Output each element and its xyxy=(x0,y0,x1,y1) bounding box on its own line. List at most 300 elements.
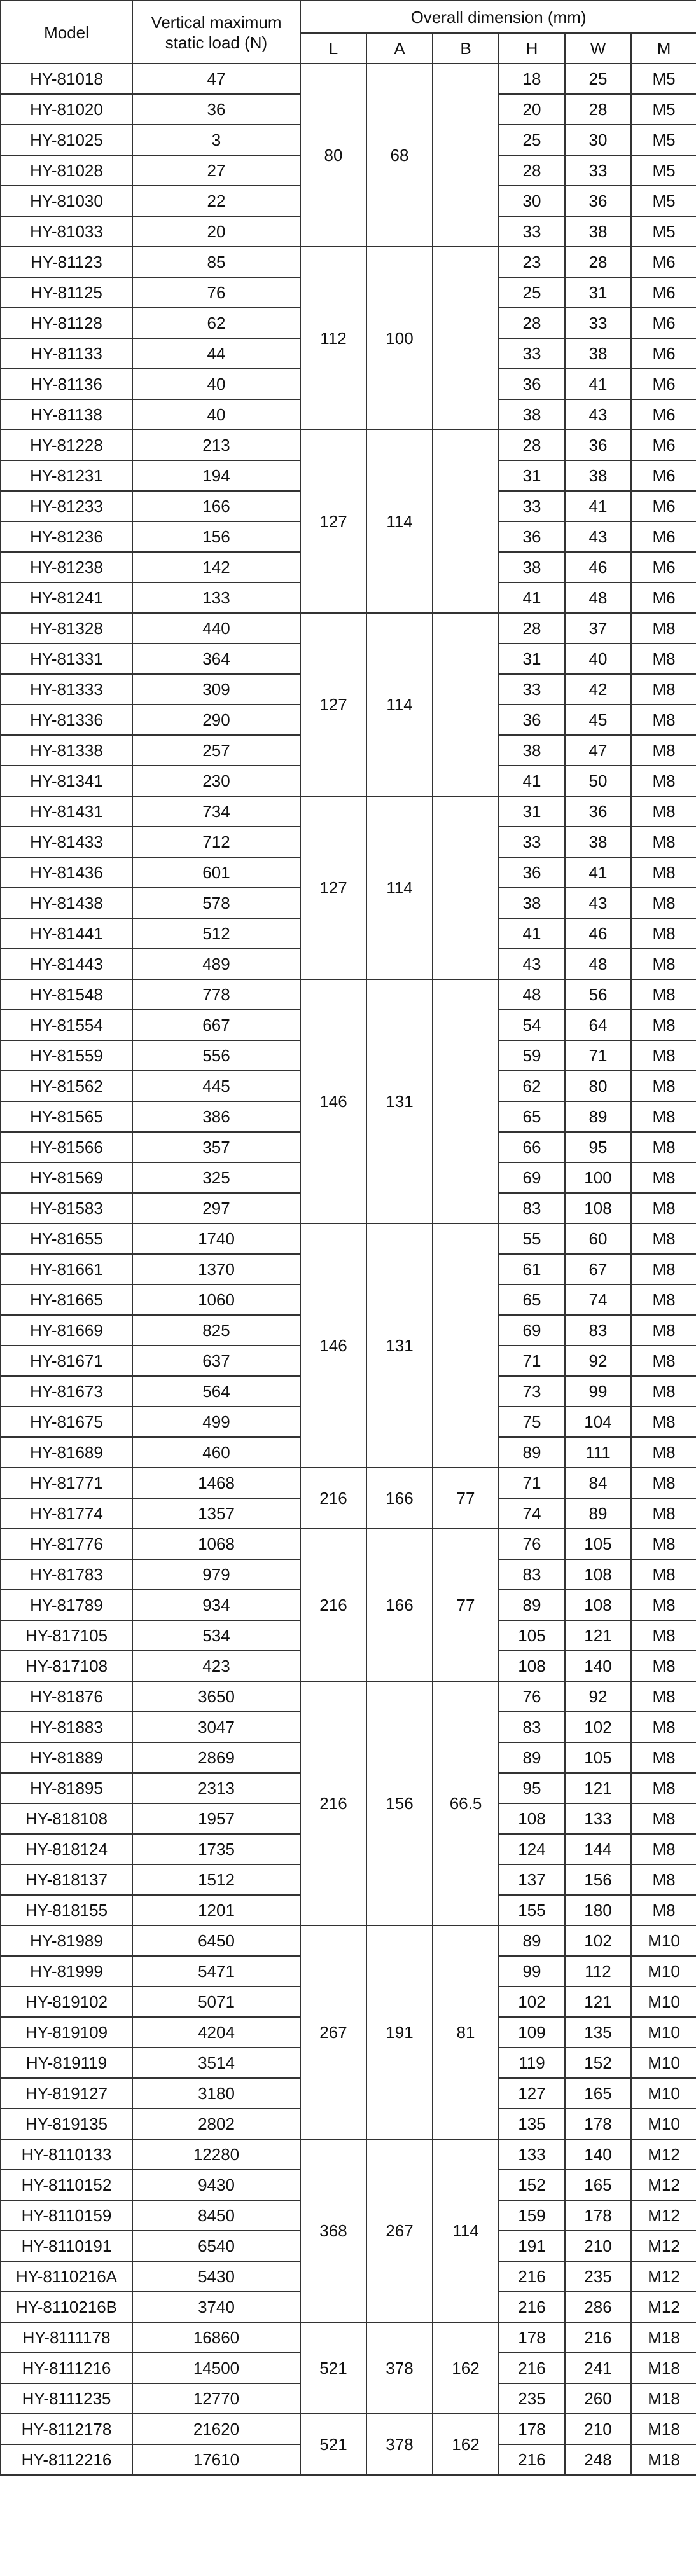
cell-L: 216 xyxy=(300,1468,366,1529)
cell-model: HY-81689 xyxy=(1,1437,132,1468)
cell-model: HY-81671 xyxy=(1,1346,132,1376)
cell-L: 80 xyxy=(300,64,366,247)
cell-M: M10 xyxy=(631,2109,696,2139)
cell-load: 309 xyxy=(132,674,300,705)
cell-load: 1740 xyxy=(132,1223,300,1254)
cell-load: 1370 xyxy=(132,1254,300,1285)
table-row xyxy=(1,2322,696,2353)
cell-model: HY-818137 xyxy=(1,1864,132,1895)
cell-load: 1357 xyxy=(132,1498,300,1529)
cell-load: 40 xyxy=(132,399,300,430)
header-L: L xyxy=(300,33,366,64)
cell-W: 210 xyxy=(565,2231,631,2261)
cell-H: 66 xyxy=(499,1132,565,1162)
cell-load: 21620 xyxy=(132,2414,300,2444)
cell-A: 100 xyxy=(366,247,433,430)
cell-model: HY-818108 xyxy=(1,1803,132,1834)
cell-model: HY-81136 xyxy=(1,369,132,399)
header-W: W xyxy=(565,33,631,64)
cell-W: 121 xyxy=(565,1987,631,2017)
cell-W: 28 xyxy=(565,247,631,277)
cell-load: 9430 xyxy=(132,2170,300,2200)
cell-H: 235 xyxy=(499,2383,565,2414)
cell-A: 267 xyxy=(366,2139,433,2322)
cell-H: 36 xyxy=(499,857,565,888)
cell-model: HY-8110191 xyxy=(1,2231,132,2261)
cell-M: M6 xyxy=(631,460,696,491)
cell-model: HY-819119 xyxy=(1,2048,132,2078)
cell-load: 499 xyxy=(132,1407,300,1437)
cell-M: M12 xyxy=(631,2231,696,2261)
cell-B xyxy=(433,613,499,796)
cell-M: M5 xyxy=(631,186,696,216)
cell-load: 8450 xyxy=(132,2200,300,2231)
table-row xyxy=(1,430,696,460)
cell-M: M10 xyxy=(631,2017,696,2048)
cell-H: 31 xyxy=(499,644,565,674)
cell-M: M8 xyxy=(631,1681,696,1712)
cell-M: M6 xyxy=(631,277,696,308)
cell-M: M8 xyxy=(631,1315,696,1346)
cell-H: 62 xyxy=(499,1071,565,1101)
table-row xyxy=(1,1925,696,1956)
cell-B xyxy=(433,796,499,979)
cell-model: HY-81999 xyxy=(1,1956,132,1987)
cell-M: M18 xyxy=(631,2444,696,2475)
cell-H: 33 xyxy=(499,491,565,521)
cell-W: 104 xyxy=(565,1407,631,1437)
cell-load: 357 xyxy=(132,1132,300,1162)
cell-load: 3 xyxy=(132,125,300,155)
cell-load: 5430 xyxy=(132,2261,300,2292)
cell-L: 127 xyxy=(300,613,366,796)
cell-load: 712 xyxy=(132,827,300,857)
cell-L: 216 xyxy=(300,1681,366,1925)
cell-H: 33 xyxy=(499,338,565,369)
cell-L: 146 xyxy=(300,979,366,1223)
cell-M: M8 xyxy=(631,1773,696,1803)
cell-load: 36 xyxy=(132,94,300,125)
cell-model: HY-819135 xyxy=(1,2109,132,2139)
cell-W: 121 xyxy=(565,1773,631,1803)
cell-H: 23 xyxy=(499,247,565,277)
cell-W: 135 xyxy=(565,2017,631,2048)
cell-B xyxy=(433,430,499,613)
cell-W: 216 xyxy=(565,2322,631,2353)
cell-M: M6 xyxy=(631,521,696,552)
cell-model: HY-819109 xyxy=(1,2017,132,2048)
cell-load: 2869 xyxy=(132,1742,300,1773)
cell-load: 423 xyxy=(132,1651,300,1681)
cell-M: M18 xyxy=(631,2383,696,2414)
cell-H: 83 xyxy=(499,1712,565,1742)
cell-W: 48 xyxy=(565,582,631,613)
cell-model: HY-81895 xyxy=(1,1773,132,1803)
cell-M: M12 xyxy=(631,2261,696,2292)
cell-H: 155 xyxy=(499,1895,565,1925)
cell-A: 166 xyxy=(366,1468,433,1529)
header-A: A xyxy=(366,33,433,64)
cell-L: 127 xyxy=(300,796,366,979)
cell-H: 99 xyxy=(499,1956,565,1987)
cell-load: 6540 xyxy=(132,2231,300,2261)
cell-W: 140 xyxy=(565,2139,631,2170)
cell-load: 601 xyxy=(132,857,300,888)
cell-load: 637 xyxy=(132,1346,300,1376)
cell-load: 12770 xyxy=(132,2383,300,2414)
cell-W: 260 xyxy=(565,2383,631,2414)
cell-load: 734 xyxy=(132,796,300,827)
cell-W: 133 xyxy=(565,1803,631,1834)
cell-M: M8 xyxy=(631,1285,696,1315)
cell-H: 25 xyxy=(499,277,565,308)
cell-W: 210 xyxy=(565,2414,631,2444)
cell-B: 162 xyxy=(433,2322,499,2414)
cell-B: 81 xyxy=(433,1925,499,2139)
cell-M: M6 xyxy=(631,247,696,277)
cell-M: M8 xyxy=(631,1407,696,1437)
cell-M: M8 xyxy=(631,1529,696,1559)
cell-H: 89 xyxy=(499,1742,565,1773)
cell-B xyxy=(433,979,499,1223)
cell-load: 325 xyxy=(132,1162,300,1193)
cell-load: 534 xyxy=(132,1620,300,1651)
cell-W: 84 xyxy=(565,1468,631,1498)
cell-W: 180 xyxy=(565,1895,631,1925)
cell-model: HY-81025 xyxy=(1,125,132,155)
cell-load: 12280 xyxy=(132,2139,300,2170)
cell-H: 30 xyxy=(499,186,565,216)
cell-M: M8 xyxy=(631,1834,696,1864)
header-model: Model xyxy=(1,1,132,64)
cell-H: 69 xyxy=(499,1162,565,1193)
cell-W: 108 xyxy=(565,1590,631,1620)
cell-model: HY-81128 xyxy=(1,308,132,338)
cell-model: HY-81675 xyxy=(1,1407,132,1437)
cell-load: 5071 xyxy=(132,1987,300,2017)
cell-load: 3047 xyxy=(132,1712,300,1742)
cell-H: 28 xyxy=(499,308,565,338)
cell-load: 578 xyxy=(132,888,300,918)
cell-M: M5 xyxy=(631,64,696,94)
cell-A: 114 xyxy=(366,796,433,979)
cell-H: 33 xyxy=(499,674,565,705)
cell-load: 166 xyxy=(132,491,300,521)
cell-B xyxy=(433,1223,499,1468)
cell-model: HY-81673 xyxy=(1,1376,132,1407)
cell-W: 28 xyxy=(565,94,631,125)
cell-H: 89 xyxy=(499,1437,565,1468)
cell-H: 71 xyxy=(499,1346,565,1376)
cell-load: 142 xyxy=(132,552,300,582)
cell-L: 127 xyxy=(300,430,366,613)
cell-model: HY-8110159 xyxy=(1,2200,132,2231)
cell-load: 445 xyxy=(132,1071,300,1101)
cell-H: 178 xyxy=(499,2322,565,2353)
cell-model: HY-81431 xyxy=(1,796,132,827)
cell-H: 108 xyxy=(499,1651,565,1681)
cell-M: M8 xyxy=(631,613,696,644)
cell-M: M12 xyxy=(631,2200,696,2231)
cell-L: 146 xyxy=(300,1223,366,1468)
cell-M: M5 xyxy=(631,94,696,125)
cell-H: 25 xyxy=(499,125,565,155)
cell-model: HY-81774 xyxy=(1,1498,132,1529)
cell-W: 64 xyxy=(565,1010,631,1040)
table-row xyxy=(1,1468,696,1498)
cell-M: M6 xyxy=(631,491,696,521)
cell-model: HY-8110133 xyxy=(1,2139,132,2170)
cell-L: 216 xyxy=(300,1529,366,1681)
table-row xyxy=(1,1681,696,1712)
cell-load: 979 xyxy=(132,1559,300,1590)
cell-W: 41 xyxy=(565,857,631,888)
cell-H: 38 xyxy=(499,888,565,918)
cell-W: 45 xyxy=(565,705,631,735)
cell-W: 38 xyxy=(565,827,631,857)
cell-M: M8 xyxy=(631,1376,696,1407)
cell-load: 556 xyxy=(132,1040,300,1071)
cell-W: 99 xyxy=(565,1376,631,1407)
cell-M: M10 xyxy=(631,1987,696,2017)
cell-H: 119 xyxy=(499,2048,565,2078)
cell-A: 191 xyxy=(366,1925,433,2139)
cell-W: 33 xyxy=(565,155,631,186)
cell-load: 460 xyxy=(132,1437,300,1468)
cell-M: M8 xyxy=(631,1132,696,1162)
cell-load: 44 xyxy=(132,338,300,369)
cell-W: 74 xyxy=(565,1285,631,1315)
cell-model: HY-81583 xyxy=(1,1193,132,1223)
cell-H: 216 xyxy=(499,2261,565,2292)
cell-B: 66.5 xyxy=(433,1681,499,1925)
cell-model: HY-81669 xyxy=(1,1315,132,1346)
cell-load: 934 xyxy=(132,1590,300,1620)
cell-H: 33 xyxy=(499,827,565,857)
cell-M: M8 xyxy=(631,888,696,918)
cell-load: 778 xyxy=(132,979,300,1010)
cell-model: HY-8112216 xyxy=(1,2444,132,2475)
cell-model: HY-81989 xyxy=(1,1925,132,1956)
cell-W: 178 xyxy=(565,2109,631,2139)
cell-load: 489 xyxy=(132,949,300,979)
cell-load: 2313 xyxy=(132,1773,300,1803)
cell-load: 27 xyxy=(132,155,300,186)
header-H: H xyxy=(499,33,565,64)
cell-model: HY-81133 xyxy=(1,338,132,369)
cell-model: HY-818124 xyxy=(1,1834,132,1864)
cell-M: M6 xyxy=(631,552,696,582)
cell-load: 1468 xyxy=(132,1468,300,1498)
cell-M: M8 xyxy=(631,1223,696,1254)
cell-M: M6 xyxy=(631,399,696,430)
cell-model: HY-81661 xyxy=(1,1254,132,1285)
cell-H: 108 xyxy=(499,1803,565,1834)
cell-H: 76 xyxy=(499,1529,565,1559)
cell-H: 127 xyxy=(499,2078,565,2109)
cell-load: 3650 xyxy=(132,1681,300,1712)
cell-load: 3180 xyxy=(132,2078,300,2109)
cell-model: HY-81433 xyxy=(1,827,132,857)
cell-M: M6 xyxy=(631,430,696,460)
cell-load: 440 xyxy=(132,613,300,644)
cell-H: 55 xyxy=(499,1223,565,1254)
cell-M: M8 xyxy=(631,1498,696,1529)
cell-model: HY-81125 xyxy=(1,277,132,308)
cell-M: M8 xyxy=(631,1101,696,1132)
cell-M: M8 xyxy=(631,1864,696,1895)
cell-model: HY-819127 xyxy=(1,2078,132,2109)
cell-W: 41 xyxy=(565,491,631,521)
cell-M: M8 xyxy=(631,1803,696,1834)
cell-W: 41 xyxy=(565,369,631,399)
cell-A: 166 xyxy=(366,1529,433,1681)
cell-W: 83 xyxy=(565,1315,631,1346)
cell-load: 194 xyxy=(132,460,300,491)
cell-H: 31 xyxy=(499,796,565,827)
cell-M: M8 xyxy=(631,1071,696,1101)
cell-H: 36 xyxy=(499,521,565,552)
cell-H: 105 xyxy=(499,1620,565,1651)
cell-H: 137 xyxy=(499,1864,565,1895)
cell-model: HY-817108 xyxy=(1,1651,132,1681)
cell-load: 6450 xyxy=(132,1925,300,1956)
cell-model: HY-818155 xyxy=(1,1895,132,1925)
cell-W: 37 xyxy=(565,613,631,644)
cell-model: HY-81238 xyxy=(1,552,132,582)
cell-load: 512 xyxy=(132,918,300,949)
cell-model: HY-81789 xyxy=(1,1590,132,1620)
table-body xyxy=(1,64,696,2475)
cell-W: 108 xyxy=(565,1193,631,1223)
cell-W: 56 xyxy=(565,979,631,1010)
cell-model: HY-81655 xyxy=(1,1223,132,1254)
cell-model: HY-81138 xyxy=(1,399,132,430)
cell-H: 18 xyxy=(499,64,565,94)
cell-W: 241 xyxy=(565,2353,631,2383)
table-row xyxy=(1,796,696,827)
cell-load: 297 xyxy=(132,1193,300,1223)
cell-M: M12 xyxy=(631,2139,696,2170)
cell-A: 114 xyxy=(366,430,433,613)
table-row xyxy=(1,1223,696,1254)
cell-M: M18 xyxy=(631,2353,696,2383)
cell-model: HY-81783 xyxy=(1,1559,132,1590)
cell-model: HY-819102 xyxy=(1,1987,132,2017)
cell-load: 1201 xyxy=(132,1895,300,1925)
cell-B: 77 xyxy=(433,1529,499,1681)
cell-H: 69 xyxy=(499,1315,565,1346)
cell-A: 131 xyxy=(366,979,433,1223)
table-row xyxy=(1,2139,696,2170)
cell-load: 1068 xyxy=(132,1529,300,1559)
cell-M: M10 xyxy=(631,2078,696,2109)
cell-H: 83 xyxy=(499,1193,565,1223)
cell-load: 3740 xyxy=(132,2292,300,2322)
cell-model: HY-81559 xyxy=(1,1040,132,1071)
cell-M: M5 xyxy=(631,125,696,155)
cell-model: HY-81333 xyxy=(1,674,132,705)
cell-W: 38 xyxy=(565,216,631,247)
cell-W: 43 xyxy=(565,888,631,918)
cell-W: 165 xyxy=(565,2170,631,2200)
cell-load: 4204 xyxy=(132,2017,300,2048)
cell-load: 40 xyxy=(132,369,300,399)
cell-W: 38 xyxy=(565,460,631,491)
cell-load: 1060 xyxy=(132,1285,300,1315)
cell-H: 38 xyxy=(499,399,565,430)
cell-W: 89 xyxy=(565,1498,631,1529)
cell-W: 38 xyxy=(565,338,631,369)
cell-M: M10 xyxy=(631,1956,696,1987)
cell-model: HY-81562 xyxy=(1,1071,132,1101)
cell-M: M8 xyxy=(631,979,696,1010)
cell-W: 60 xyxy=(565,1223,631,1254)
cell-load: 156 xyxy=(132,521,300,552)
cell-load: 1512 xyxy=(132,1864,300,1895)
cell-load: 213 xyxy=(132,430,300,460)
cell-H: 133 xyxy=(499,2139,565,2170)
cell-W: 46 xyxy=(565,552,631,582)
cell-H: 76 xyxy=(499,1681,565,1712)
cell-load: 564 xyxy=(132,1376,300,1407)
cell-H: 216 xyxy=(499,2353,565,2383)
cell-H: 28 xyxy=(499,613,565,644)
cell-W: 156 xyxy=(565,1864,631,1895)
cell-H: 135 xyxy=(499,2109,565,2139)
cell-L: 368 xyxy=(300,2139,366,2322)
cell-M: M8 xyxy=(631,1010,696,1040)
cell-W: 36 xyxy=(565,796,631,827)
cell-W: 105 xyxy=(565,1529,631,1559)
cell-H: 65 xyxy=(499,1101,565,1132)
cell-W: 36 xyxy=(565,430,631,460)
cell-W: 46 xyxy=(565,918,631,949)
cell-H: 152 xyxy=(499,2170,565,2200)
cell-M: M8 xyxy=(631,1468,696,1498)
cell-H: 41 xyxy=(499,582,565,613)
cell-load: 257 xyxy=(132,735,300,766)
cell-M: M8 xyxy=(631,766,696,796)
cell-load: 825 xyxy=(132,1315,300,1346)
header-vertical-load: Vertical maximum static load (N) xyxy=(132,1,300,64)
cell-model: HY-81231 xyxy=(1,460,132,491)
cell-M: M8 xyxy=(631,1742,696,1773)
cell-W: 248 xyxy=(565,2444,631,2475)
cell-W: 42 xyxy=(565,674,631,705)
cell-W: 111 xyxy=(565,1437,631,1468)
cell-H: 43 xyxy=(499,949,565,979)
cell-load: 667 xyxy=(132,1010,300,1040)
cell-A: 156 xyxy=(366,1681,433,1925)
cell-H: 41 xyxy=(499,766,565,796)
cell-H: 33 xyxy=(499,216,565,247)
cell-W: 178 xyxy=(565,2200,631,2231)
cell-H: 38 xyxy=(499,552,565,582)
cell-H: 71 xyxy=(499,1468,565,1498)
cell-M: M8 xyxy=(631,1651,696,1681)
cell-M: M8 xyxy=(631,735,696,766)
cell-model: HY-81554 xyxy=(1,1010,132,1040)
cell-W: 33 xyxy=(565,308,631,338)
cell-load: 62 xyxy=(132,308,300,338)
cell-L: 267 xyxy=(300,1925,366,2139)
cell-H: 31 xyxy=(499,460,565,491)
cell-model: HY-81336 xyxy=(1,705,132,735)
cell-M: M8 xyxy=(631,1895,696,1925)
cell-B xyxy=(433,64,499,247)
cell-M: M18 xyxy=(631,2414,696,2444)
